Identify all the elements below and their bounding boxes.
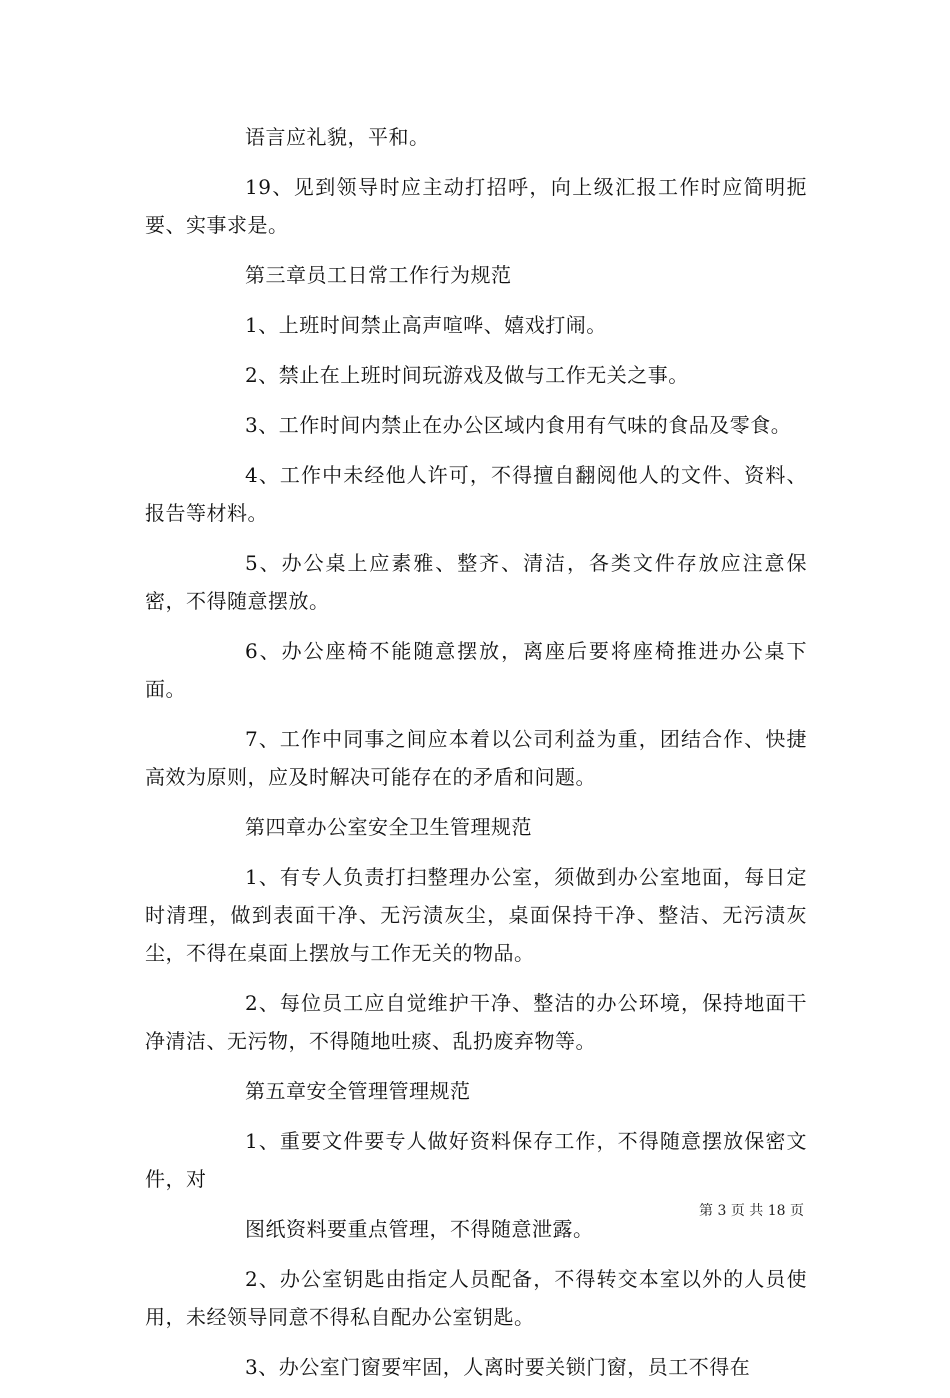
paragraph: 3、工作时间内禁止在办公区域内食用有气味的食品及零食。 xyxy=(245,413,792,437)
paragraph: 1、重要文件要专人做好资料保存工作，不得随意摆放保密文件，对 xyxy=(145,1129,807,1191)
paragraph: 19、见到领导时应主动打招呼，向上级汇报工作时应简明扼要、实事求是。 xyxy=(145,175,807,237)
paragraph: 5、办公桌上应素雅、整齐、清洁，各类文件存放应注意保密，不得随意摆放。 xyxy=(145,551,807,613)
paragraph: 图纸资料要重点管理，不得随意泄露。 xyxy=(245,1217,594,1241)
paragraph: 语言应礼貌，平和。 xyxy=(245,125,430,149)
paragraph: 2、办公室钥匙由指定人员配备，不得转交本室以外的人员使用，未经领导同意不得私自配办公室钥匙。 xyxy=(145,1267,807,1329)
paragraph: 2、每位员工应自觉维护干净、整洁的办公环境，保持地面干净清洁、无污物，不得随地吐痰、乱扔废弃物等。 xyxy=(145,991,807,1053)
chapter-heading: 第三章员工日常工作行为规范 xyxy=(245,263,512,287)
paragraph: 1、上班时间禁止高声喧哗、嬉戏打闹。 xyxy=(245,313,607,337)
paragraph: 2、禁止在上班时间玩游戏及做与工作无关之事。 xyxy=(245,363,689,387)
chapter-heading: 第五章安全管理管理规范 xyxy=(245,1079,471,1103)
paragraph: 7、工作中同事之间应本着以公司利益为重，团结合作、快捷高效为原则，应及时解决可能存在的矛盾和问题。 xyxy=(145,727,807,789)
paragraph: 1、有专人负责打扫整理办公室，须做到办公室地面，每日定时清理，做到表面干净、无污渍灰尘，桌面保持干净、整洁、无污渍灰尘，不得在桌面上摆放与工作无关的物品。 xyxy=(145,865,807,965)
chapter-heading: 第四章办公室安全卫生管理规范 xyxy=(245,815,532,839)
paragraph: 3、办公室门窗要牢固，人离时要关锁门窗，员工不得在 xyxy=(245,1355,751,1379)
paragraph: 4、工作中未经他人许可，不得擅自翻阅他人的文件、资料、报告等材料。 xyxy=(145,463,807,525)
paragraph: 6、办公座椅不能随意摆放，离座后要将座椅推进办公桌下面。 xyxy=(145,639,807,701)
page-number-footer: 第 3 页 共 18 页 xyxy=(699,1203,804,1219)
